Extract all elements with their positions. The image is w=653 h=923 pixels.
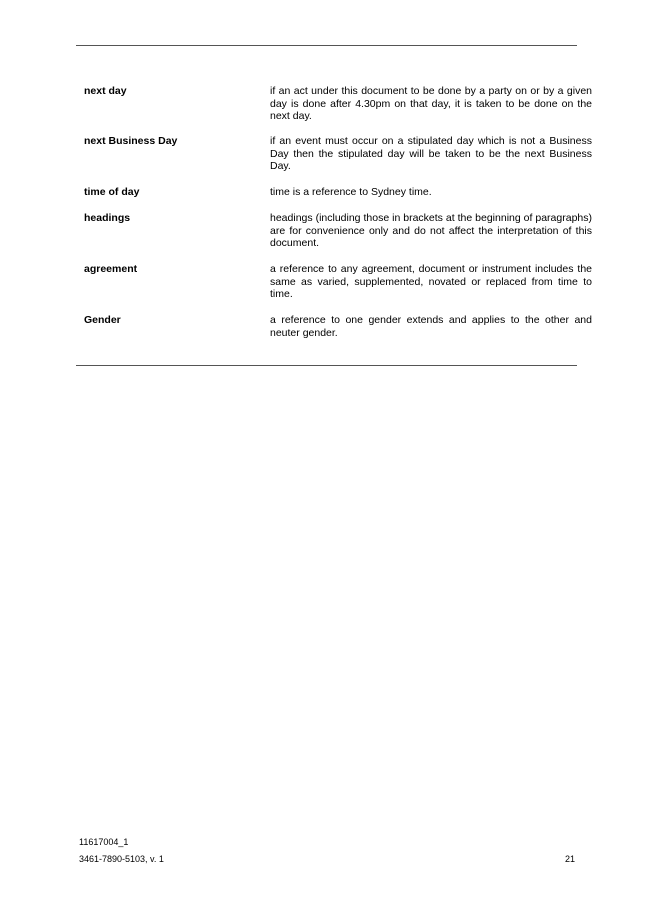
definition-text: a reference to any agreement, document or instrument includes the same as varied, supplemented, novated or replaced from time to time. <box>270 263 592 301</box>
bottom-divider <box>76 365 577 366</box>
definition-text: if an event must occur on a stipulated day which is not a Business Day then the stipulated day will be taken to be the next Business Day. <box>270 135 592 173</box>
definition-row <box>84 186 592 212</box>
footer-document-id: 3461-7890-5103, v. 1 <box>79 854 164 864</box>
definition-term: time of day <box>84 186 140 198</box>
definitions-table <box>84 85 592 340</box>
page-number: 21 <box>565 854 576 864</box>
definition-term: headings <box>84 212 131 224</box>
definition-text: headings (including those in brackets at the beginning of paragraphs) are for convenience only and do not affect the interpretation of this document. <box>270 212 592 250</box>
definition-row <box>84 85 592 135</box>
definition-text: time is a reference to Sydney time. <box>270 186 432 198</box>
definition-text: a reference to one gender extends and applies to the other and neuter gender. <box>270 314 592 339</box>
definition-term: agreement <box>84 263 138 275</box>
definition-row <box>84 314 592 340</box>
top-divider <box>76 45 577 46</box>
definition-term: next day <box>84 85 127 97</box>
definition-row <box>84 263 592 314</box>
definition-term: next Business Day <box>84 135 178 147</box>
definition-term: Gender <box>84 314 121 326</box>
definition-row <box>84 135 592 186</box>
definition-row <box>84 212 592 263</box>
definition-text: if an act under this document to be done by a party on or by a given day is done after 4.30pm on that day, it is taken to be done on the next day. <box>270 85 592 123</box>
footer-reference: 11617004_1 <box>79 837 129 847</box>
